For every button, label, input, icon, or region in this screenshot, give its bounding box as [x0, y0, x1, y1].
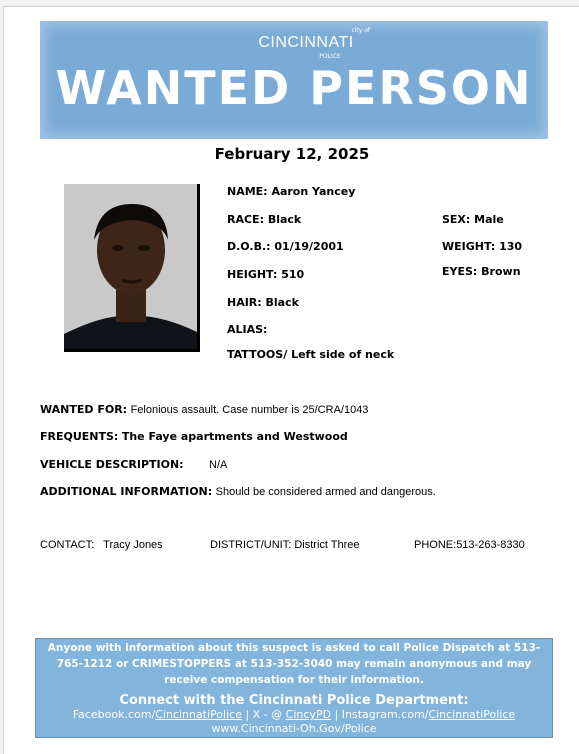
police-logo-text: POLICE — [319, 53, 341, 60]
dob-value: 01/19/2001 — [274, 240, 344, 253]
weight-row — [442, 240, 522, 253]
person-silhouette-icon — [64, 184, 197, 349]
instagram-link[interactable]: CincinnatiPolice — [428, 708, 516, 721]
vehicle-value: N/A — [209, 459, 228, 471]
vehicle-value-row — [209, 458, 227, 471]
instagram-prefix: | Instagram.com/ — [331, 708, 429, 721]
wanted-for-label: WANTED FOR: — [40, 403, 128, 416]
name-row — [227, 185, 355, 198]
connect-heading: Connect with the Cincinnati Police Department: — [119, 693, 469, 708]
eyes-row — [442, 265, 521, 278]
vehicle-label: VEHICLE DESCRIPTION: — [40, 458, 184, 471]
eyes-label: EYES: — [442, 265, 478, 278]
flyer-date: February 12, 2025 — [214, 145, 370, 163]
contact-row — [40, 539, 163, 551]
wanted-for-row — [40, 403, 368, 416]
social-links — [36, 708, 552, 722]
district-row — [210, 539, 360, 551]
dob-row — [227, 240, 344, 253]
race-row — [227, 213, 301, 226]
dob-label: D.O.B.: — [227, 240, 271, 253]
tattoos-label: TATTOOS/ — [227, 348, 288, 361]
x-prefix: | X - @ — [241, 708, 286, 721]
height-row — [227, 268, 304, 281]
frequents-label: FREQUENTS: — [40, 430, 119, 443]
district-label: DISTRICT/UNIT: — [210, 539, 292, 551]
phone-value: 513-263-8330 — [456, 539, 525, 551]
mugshot-photo — [64, 184, 200, 352]
wanted-title: WANTED PERSON — [55, 61, 533, 115]
race-value: Black — [267, 213, 302, 226]
phone-row — [414, 539, 525, 551]
website-link[interactable]: www.Cincinnati-Oh.Gov/Police — [211, 722, 377, 735]
phone-label: PHONE: — [414, 539, 457, 551]
additional-row — [40, 485, 436, 498]
eyes-value: Brown — [481, 265, 521, 278]
weight-label: WEIGHT: — [442, 240, 496, 253]
additional-value: Should be considered armed and dangerous. — [215, 486, 436, 498]
contact-label: CONTACT: — [40, 539, 95, 551]
x-link[interactable]: CincyPD — [285, 708, 332, 721]
tattoos-row — [227, 348, 394, 361]
sex-label: SEX: — [442, 213, 471, 226]
hair-label: HAIR: — [227, 296, 262, 309]
district-value: District Three — [294, 539, 360, 551]
sex-value: Male — [474, 213, 504, 226]
vehicle-row — [40, 458, 184, 471]
name-value: Aaron Yancey — [271, 185, 356, 198]
hair-row — [227, 296, 299, 309]
weight-value: 130 — [499, 240, 523, 253]
city-of-label: city of — [351, 27, 370, 34]
alias-row — [227, 323, 267, 336]
height-value: 510 — [281, 268, 305, 281]
sex-row — [442, 213, 504, 226]
height-label: HEIGHT: — [227, 268, 278, 281]
tattoos-value: Left side of neck — [291, 348, 395, 361]
flyer-page — [3, 6, 579, 754]
frequents-row — [40, 430, 348, 443]
facebook-prefix: Facebook.com/ — [72, 708, 156, 721]
additional-label: ADDITIONAL INFORMATION: — [40, 485, 213, 498]
race-label: RACE: — [227, 213, 264, 226]
wanted-for-value: Felonious assault. Case number is 25/CRA/1043 — [130, 404, 369, 416]
facebook-link[interactable]: CincinnatiPolice — [155, 708, 242, 721]
footer-box — [35, 638, 553, 738]
cincinnati-logo-text: CINCINNATI — [258, 34, 354, 51]
hair-value: Black — [265, 296, 299, 309]
tip-message: Anyone with information about this suspect is asked to call Police Dispatch at 513-765-1212 or CRIMESTOPPERS at 513-352-3040 may remain anonymous and may receive compensation for their information. — [47, 642, 541, 686]
header-banner — [40, 21, 548, 139]
alias-label: ALIAS: — [227, 323, 268, 336]
contact-name: Tracy Jones — [103, 539, 163, 551]
frequents-value: The Faye apartments and Westwood — [121, 430, 348, 443]
name-label: NAME: — [227, 185, 268, 198]
